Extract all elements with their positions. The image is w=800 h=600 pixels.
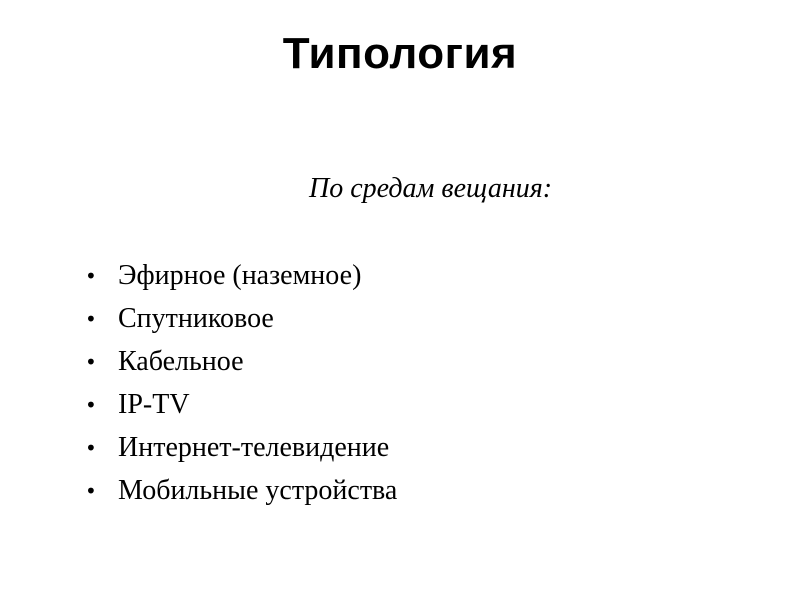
list-item-text: Кабельное bbox=[118, 346, 244, 377]
bullet-icon: • bbox=[85, 350, 97, 374]
list-item-text: Интернет-телевидение bbox=[118, 432, 390, 463]
list-item-text: Мобильные устройства bbox=[118, 475, 398, 506]
bullet-icon: • bbox=[85, 393, 97, 417]
list-item bbox=[85, 302, 397, 345]
list-item bbox=[85, 388, 397, 431]
bullet-list bbox=[85, 259, 397, 517]
bullet-icon: • bbox=[85, 307, 97, 331]
list-item bbox=[85, 431, 397, 474]
list-item bbox=[85, 474, 397, 517]
bullet-icon: • bbox=[85, 436, 97, 460]
list-item-text: Эфирное (наземное) bbox=[118, 260, 362, 291]
slide-title: Типология bbox=[282, 29, 518, 78]
bullet-icon: • bbox=[85, 264, 97, 288]
list-item bbox=[85, 259, 397, 302]
slide-subtitle: По средам вещания: bbox=[309, 173, 553, 204]
list-item-text: Спутниковое bbox=[118, 303, 274, 334]
list-item-text: IP-TV bbox=[118, 389, 190, 420]
bullet-icon: • bbox=[85, 479, 97, 503]
list-item bbox=[85, 345, 397, 388]
